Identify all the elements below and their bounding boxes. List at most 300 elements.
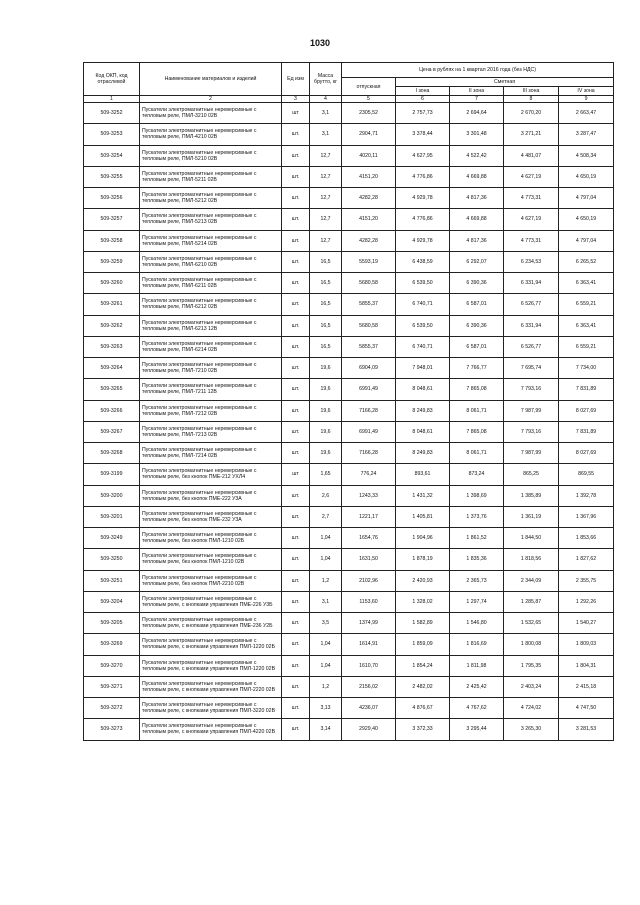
row-mass: 12,7 <box>310 230 342 251</box>
row-zone-1-price: 2 420,93 <box>396 570 450 591</box>
row-code: 509-3258 <box>84 230 140 251</box>
row-zone-4-price: 2 355,75 <box>559 570 614 591</box>
header-release-price: отпускная <box>342 78 396 96</box>
row-zone-2-price: 4 767,62 <box>450 698 504 719</box>
row-code: 509-3271 <box>84 676 140 697</box>
row-zone-1-price: 3 372,33 <box>396 719 450 740</box>
row-code: 509-3200 <box>84 485 140 506</box>
row-zone-4-price: 7 831,89 <box>559 421 614 442</box>
table-body <box>84 103 614 741</box>
row-name: Пускатели электромагнитные нереверсивные с тепловым реле, с кнопками управления ПМЛ-4220 02В <box>140 719 282 740</box>
row-zone-1-price: 1 405,81 <box>396 506 450 527</box>
row-code: 509-3270 <box>84 655 140 676</box>
row-code: 509-3255 <box>84 166 140 187</box>
row-code: 509-3264 <box>84 358 140 379</box>
column-number: 7 <box>450 96 504 103</box>
row-release-price: 1631,50 <box>342 549 396 570</box>
row-zone-1-price: 6 539,50 <box>396 273 450 294</box>
row-zone-4-price: 6 559,21 <box>559 336 614 357</box>
row-mass: 1,04 <box>310 528 342 549</box>
row-name: Пускатели электромагнитные нереверсивные с тепловым реле, с кнопками управления ПМЛ-3220 02В <box>140 698 282 719</box>
row-zone-3-price: 1 285,87 <box>504 591 559 612</box>
row-code: 509-3269 <box>84 634 140 655</box>
row-zone-4-price: 8 027,69 <box>559 443 614 464</box>
table-row <box>84 230 614 251</box>
row-zone-1-price: 1 878,19 <box>396 549 450 570</box>
row-unit: шт. <box>282 698 310 719</box>
row-unit: шт. <box>282 336 310 357</box>
row-name: Пускатели электромагнитные нереверсивные с тепловым реле, ПМЛ-3210 02В <box>140 103 282 124</box>
row-zone-1-price: 1 582,89 <box>396 613 450 634</box>
row-zone-1-price: 4 776,86 <box>396 166 450 187</box>
row-code: 509-3261 <box>84 294 140 315</box>
row-code: 509-3251 <box>84 570 140 591</box>
row-zone-3-price: 865,25 <box>504 464 559 485</box>
row-zone-3-price: 4 481,07 <box>504 145 559 166</box>
row-zone-3-price: 4 773,31 <box>504 230 559 251</box>
row-mass: 1,04 <box>310 634 342 655</box>
header-estimate: Сметная <box>396 78 614 87</box>
row-zone-4-price: 1 853,66 <box>559 528 614 549</box>
row-zone-2-price: 2 694,64 <box>450 103 504 124</box>
table-row <box>84 315 614 336</box>
row-zone-2-price: 3 301,48 <box>450 124 504 145</box>
row-zone-2-price: 2 365,73 <box>450 570 504 591</box>
row-zone-2-price: 1 835,36 <box>450 549 504 570</box>
row-zone-3-price: 2 403,24 <box>504 676 559 697</box>
row-zone-2-price: 1 297,74 <box>450 591 504 612</box>
row-zone-2-price: 6 587,01 <box>450 294 504 315</box>
table-row <box>84 421 614 442</box>
row-release-price: 7166,28 <box>342 443 396 464</box>
row-zone-4-price: 6 559,21 <box>559 294 614 315</box>
table-row <box>84 273 614 294</box>
row-zone-1-price: 1 431,32 <box>396 485 450 506</box>
price-table <box>83 62 614 741</box>
row-code: 509-3254 <box>84 145 140 166</box>
row-mass: 19,6 <box>310 443 342 464</box>
row-mass: 3,1 <box>310 124 342 145</box>
row-mass: 12,7 <box>310 188 342 209</box>
row-zone-3-price: 7 695,74 <box>504 358 559 379</box>
row-code: 509-3266 <box>84 400 140 421</box>
row-release-price: 5680,58 <box>342 273 396 294</box>
table-row <box>84 336 614 357</box>
row-zone-1-price: 8 048,61 <box>396 379 450 400</box>
row-unit: шт. <box>282 613 310 634</box>
row-code: 509-3256 <box>84 188 140 209</box>
row-zone-2-price: 6 390,36 <box>450 315 504 336</box>
row-zone-3-price: 1 385,89 <box>504 485 559 506</box>
row-unit: шт. <box>282 209 310 230</box>
row-mass: 19,6 <box>310 358 342 379</box>
column-number: 9 <box>559 96 614 103</box>
row-zone-1-price: 6 740,71 <box>396 336 450 357</box>
table-row <box>84 549 614 570</box>
row-unit: шт. <box>282 719 310 740</box>
row-release-price: 2904,71 <box>342 124 396 145</box>
row-unit: шт. <box>282 400 310 421</box>
row-code: 509-3265 <box>84 379 140 400</box>
row-code: 509-3272 <box>84 698 140 719</box>
row-zone-4-price: 6 363,41 <box>559 273 614 294</box>
row-zone-3-price: 7 793,16 <box>504 421 559 442</box>
row-zone-3-price: 7 987,99 <box>504 400 559 421</box>
row-name: Пускатели электромагнитные нереверсивные с тепловым реле, ПМЛ-7210 02В <box>140 358 282 379</box>
table-row <box>84 443 614 464</box>
row-name: Пускатели электромагнитные нереверсивные с тепловым реле, ПМЛ-7214 02В <box>140 443 282 464</box>
row-release-price: 5855,37 <box>342 294 396 315</box>
row-unit: шт. <box>282 443 310 464</box>
table-row <box>84 485 614 506</box>
row-code: 509-3267 <box>84 421 140 442</box>
row-zone-4-price: 1 804,31 <box>559 655 614 676</box>
row-mass: 2,6 <box>310 485 342 506</box>
row-release-price: 1221,17 <box>342 506 396 527</box>
table-row <box>84 655 614 676</box>
row-zone-4-price: 4 650,19 <box>559 209 614 230</box>
row-zone-2-price: 1 816,69 <box>450 634 504 655</box>
row-unit: шт. <box>282 634 310 655</box>
row-code: 509-3262 <box>84 315 140 336</box>
row-unit: шт. <box>282 570 310 591</box>
row-name: Пускатели электромагнитные нереверсивные с тепловым реле, без кнопок ПМЕ-222 У3А <box>140 485 282 506</box>
row-zone-2-price: 3 295,44 <box>450 719 504 740</box>
row-release-price: 6904,09 <box>342 358 396 379</box>
row-code: 509-3257 <box>84 209 140 230</box>
row-release-price: 1610,70 <box>342 655 396 676</box>
row-release-price: 2929,40 <box>342 719 396 740</box>
row-name: Пускатели электромагнитные нереверсивные с тепловым реле, ПМЛ-6212 02В <box>140 294 282 315</box>
row-name: Пускатели электромагнитные нереверсивные с тепловым реле, ПМЛ-6210 02В <box>140 251 282 272</box>
row-zone-3-price: 1 532,65 <box>504 613 559 634</box>
row-zone-3-price: 2 344,09 <box>504 570 559 591</box>
row-zone-3-price: 6 331,94 <box>504 315 559 336</box>
row-unit: шт. <box>282 676 310 697</box>
table-row <box>84 103 614 124</box>
row-zone-1-price: 4 627,95 <box>396 145 450 166</box>
row-name: Пускатели электромагнитные нереверсивные с тепловым реле, без кнопок ПМЛ-1210 02В <box>140 549 282 570</box>
header-mass: Масса брутто, кг <box>310 63 342 96</box>
row-release-price: 2102,96 <box>342 570 396 591</box>
table-row <box>84 570 614 591</box>
table-row <box>84 188 614 209</box>
row-zone-3-price: 7 987,99 <box>504 443 559 464</box>
row-zone-1-price: 6 438,59 <box>396 251 450 272</box>
row-name: Пускатели электромагнитные нереверсивные с тепловым реле, ПМЛ-6213 12В <box>140 315 282 336</box>
header-zone-2: II зона <box>450 87 504 96</box>
table-row <box>84 591 614 612</box>
row-zone-2-price: 1 861,52 <box>450 528 504 549</box>
row-zone-4-price: 1 292,26 <box>559 591 614 612</box>
row-zone-2-price: 4 522,42 <box>450 145 504 166</box>
row-name: Пускатели электромагнитные нереверсивные с тепловым реле, ПМЛ-6214 02В <box>140 336 282 357</box>
row-mass: 16,5 <box>310 336 342 357</box>
row-unit: шт. <box>282 251 310 272</box>
row-zone-1-price: 4 929,78 <box>396 188 450 209</box>
row-zone-2-price: 873,24 <box>450 464 504 485</box>
row-zone-2-price: 1 546,80 <box>450 613 504 634</box>
row-zone-1-price: 1 854,24 <box>396 655 450 676</box>
column-number-row <box>84 96 614 103</box>
row-zone-3-price: 1 795,35 <box>504 655 559 676</box>
row-code: 509-3273 <box>84 719 140 740</box>
row-code: 509-3253 <box>84 124 140 145</box>
row-name: Пускатели электромагнитные нереверсивные с тепловым реле, ПМЛ-7213 02В <box>140 421 282 442</box>
row-zone-2-price: 7 766,77 <box>450 358 504 379</box>
row-mass: 3,13 <box>310 698 342 719</box>
table-row <box>84 719 614 740</box>
row-code: 509-3204 <box>84 591 140 612</box>
row-mass: 16,5 <box>310 251 342 272</box>
row-zone-2-price: 4 817,36 <box>450 230 504 251</box>
row-unit: шт <box>282 464 310 485</box>
row-zone-4-price: 8 027,69 <box>559 400 614 421</box>
row-zone-3-price: 1 800,08 <box>504 634 559 655</box>
row-name: Пускатели электромагнитные нереверсивные с тепловым реле, без кнопок ПМЛ-2210 02В <box>140 570 282 591</box>
row-zone-3-price: 1 818,56 <box>504 549 559 570</box>
row-mass: 3,5 <box>310 613 342 634</box>
row-unit: шт. <box>282 549 310 570</box>
row-mass: 3,1 <box>310 591 342 612</box>
row-name: Пускатели электромагнитные нереверсивные с тепловым реле, с кнопками управления ПМЕ-236 У2Б <box>140 613 282 634</box>
row-zone-4-price: 3 281,53 <box>559 719 614 740</box>
row-mass: 1,2 <box>310 570 342 591</box>
row-name: Пускатели электромагнитные нереверсивные с тепловым реле, ПМЛ-5213 02В <box>140 209 282 230</box>
column-number: 5 <box>342 96 396 103</box>
table-row <box>84 379 614 400</box>
row-release-price: 1153,60 <box>342 591 396 612</box>
row-name: Пускатели электромагнитные нереверсивные с тепловым реле, с кнопками управления ПМЕ-226 У3Б <box>140 591 282 612</box>
row-zone-1-price: 6 539,50 <box>396 315 450 336</box>
row-code: 509-3250 <box>84 549 140 570</box>
row-release-price: 1243,33 <box>342 485 396 506</box>
row-unit: шт. <box>282 485 310 506</box>
row-zone-2-price: 2 425,42 <box>450 676 504 697</box>
row-zone-4-price: 6 265,52 <box>559 251 614 272</box>
row-zone-3-price: 6 526,77 <box>504 294 559 315</box>
row-zone-3-price: 1 844,50 <box>504 528 559 549</box>
row-release-price: 776,24 <box>342 464 396 485</box>
column-number: 2 <box>140 96 282 103</box>
row-zone-1-price: 893,61 <box>396 464 450 485</box>
row-zone-4-price: 1 809,03 <box>559 634 614 655</box>
row-zone-4-price: 4 508,34 <box>559 145 614 166</box>
table-row <box>84 209 614 230</box>
row-zone-4-price: 1 540,27 <box>559 613 614 634</box>
row-zone-2-price: 6 292,07 <box>450 251 504 272</box>
row-release-price: 4151,20 <box>342 209 396 230</box>
row-zone-1-price: 1 904,96 <box>396 528 450 549</box>
row-zone-1-price: 1 859,09 <box>396 634 450 655</box>
header-zone-1: I зона <box>396 87 450 96</box>
row-zone-4-price: 4 650,19 <box>559 166 614 187</box>
row-release-price: 2305,52 <box>342 103 396 124</box>
row-release-price: 4020,11 <box>342 145 396 166</box>
table-row <box>84 676 614 697</box>
header-name: Наименование материалов и изделий <box>140 63 282 96</box>
table-row <box>84 400 614 421</box>
row-mass: 19,6 <box>310 421 342 442</box>
row-name: Пускатели электромагнитные нереверсивные с тепловым реле, ПМЛ-7212 02В <box>140 400 282 421</box>
row-name: Пускатели электромагнитные нереверсивные с тепловым реле, с кнопками управления ПМЛ-2220 02В <box>140 676 282 697</box>
row-name: Пускатели электромагнитные нереверсивные с тепловым реле, ПМЛ-5212 02В <box>140 188 282 209</box>
row-zone-4-price: 1 392,78 <box>559 485 614 506</box>
row-zone-2-price: 4 669,88 <box>450 209 504 230</box>
row-name: Пускатели электромагнитные нереверсивные с тепловым реле, без кнопок ПМЕ-232 У3А <box>140 506 282 527</box>
table-row <box>84 251 614 272</box>
row-zone-1-price: 3 378,44 <box>396 124 450 145</box>
row-release-price: 6991,49 <box>342 421 396 442</box>
row-zone-3-price: 4 724,02 <box>504 698 559 719</box>
row-unit: шт. <box>282 421 310 442</box>
row-zone-2-price: 1 398,69 <box>450 485 504 506</box>
row-unit: шт. <box>282 655 310 676</box>
row-zone-4-price: 1 827,62 <box>559 549 614 570</box>
row-zone-3-price: 6 234,53 <box>504 251 559 272</box>
row-zone-3-price: 6 331,94 <box>504 273 559 294</box>
table-row <box>84 145 614 166</box>
row-mass: 16,5 <box>310 315 342 336</box>
row-unit: шт. <box>282 294 310 315</box>
table-row <box>84 464 614 485</box>
row-unit: шт. <box>282 273 310 294</box>
row-zone-1-price: 6 740,71 <box>396 294 450 315</box>
row-mass: 1,65 <box>310 464 342 485</box>
row-unit: шт. <box>282 506 310 527</box>
page-number: 1030 <box>309 38 331 48</box>
row-code: 509-3260 <box>84 273 140 294</box>
row-mass: 12,7 <box>310 145 342 166</box>
row-unit: шт. <box>282 358 310 379</box>
column-number: 3 <box>282 96 310 103</box>
row-release-price: 5593,19 <box>342 251 396 272</box>
row-mass: 19,6 <box>310 379 342 400</box>
row-zone-1-price: 7 948,01 <box>396 358 450 379</box>
row-zone-4-price: 3 287,47 <box>559 124 614 145</box>
row-zone-2-price: 6 390,36 <box>450 273 504 294</box>
row-zone-4-price: 2 415,18 <box>559 676 614 697</box>
table-row <box>84 613 614 634</box>
row-name: Пускатели электромагнитные нереверсивные с тепловым реле, без кнопок ПМЛ-1210 02Б <box>140 528 282 549</box>
row-zone-1-price: 2 482,02 <box>396 676 450 697</box>
table-row <box>84 358 614 379</box>
row-zone-3-price: 2 670,20 <box>504 103 559 124</box>
row-mass: 16,5 <box>310 273 342 294</box>
row-zone-3-price: 4 627,19 <box>504 209 559 230</box>
row-zone-1-price: 4 929,78 <box>396 230 450 251</box>
row-code: 509-3259 <box>84 251 140 272</box>
row-name: Пускатели электромагнитные нереверсивные с тепловым реле, ПМЛ-7211 12В <box>140 379 282 400</box>
row-name: Пускатели электромагнитные нереверсивные с тепловым реле, ПМЛ-5210 02В <box>140 145 282 166</box>
row-zone-4-price: 869,55 <box>559 464 614 485</box>
row-name: Пускатели электромагнитные нереверсивные с тепловым реле, ПМЛ-5211 02В <box>140 166 282 187</box>
row-zone-3-price: 3 271,21 <box>504 124 559 145</box>
header-zone-4: IV зона <box>559 87 614 96</box>
table-row <box>84 294 614 315</box>
row-zone-3-price: 1 361,19 <box>504 506 559 527</box>
header-zone-3: III зона <box>504 87 559 96</box>
row-zone-1-price: 8 048,61 <box>396 421 450 442</box>
row-code: 509-3263 <box>84 336 140 357</box>
row-zone-4-price: 7 734,00 <box>559 358 614 379</box>
row-zone-1-price: 2 757,73 <box>396 103 450 124</box>
row-unit: шт. <box>282 379 310 400</box>
row-mass: 19,6 <box>310 400 342 421</box>
row-zone-1-price: 4 776,86 <box>396 209 450 230</box>
row-code: 509-3268 <box>84 443 140 464</box>
row-zone-2-price: 1 373,76 <box>450 506 504 527</box>
row-code: 509-3201 <box>84 506 140 527</box>
table-row <box>84 506 614 527</box>
row-zone-2-price: 7 865,08 <box>450 379 504 400</box>
row-zone-4-price: 1 367,96 <box>559 506 614 527</box>
row-zone-2-price: 4 669,88 <box>450 166 504 187</box>
row-release-price: 1614,91 <box>342 634 396 655</box>
row-mass: 1,2 <box>310 676 342 697</box>
row-unit: шт. <box>282 528 310 549</box>
row-zone-3-price: 4 773,31 <box>504 188 559 209</box>
table-row <box>84 124 614 145</box>
row-unit: шт. <box>282 124 310 145</box>
row-unit: шт. <box>282 230 310 251</box>
row-zone-2-price: 7 865,08 <box>450 421 504 442</box>
table-row <box>84 528 614 549</box>
row-zone-3-price: 6 526,77 <box>504 336 559 357</box>
row-zone-3-price: 7 793,16 <box>504 379 559 400</box>
column-number: 1 <box>84 96 140 103</box>
table-row <box>84 698 614 719</box>
row-zone-4-price: 4 797,04 <box>559 188 614 209</box>
row-release-price: 7166,28 <box>342 400 396 421</box>
table-row <box>84 634 614 655</box>
row-mass: 1,04 <box>310 655 342 676</box>
row-code: 509-3249 <box>84 528 140 549</box>
column-number: 6 <box>396 96 450 103</box>
row-mass: 2,7 <box>310 506 342 527</box>
row-mass: 1,04 <box>310 549 342 570</box>
row-unit: шт. <box>282 315 310 336</box>
row-name: Пускатели электромагнитные нереверсивные с тепловым реле, с кнопками управления ПМЛ-1220 02В <box>140 655 282 676</box>
row-release-price: 4282,28 <box>342 188 396 209</box>
table-row <box>84 166 614 187</box>
row-code: 509-3199 <box>84 464 140 485</box>
row-zone-1-price: 4 876,67 <box>396 698 450 719</box>
row-release-price: 1654,76 <box>342 528 396 549</box>
row-zone-4-price: 2 663,47 <box>559 103 614 124</box>
column-number: 4 <box>310 96 342 103</box>
row-name: Пускатели электромагнитные нереверсивные с тепловым реле, ПМЛ-6211 02В <box>140 273 282 294</box>
row-zone-2-price: 1 811,98 <box>450 655 504 676</box>
row-name: Пускатели электромагнитные нереверсивные с тепловым реле, ПМЛ-5214 02В <box>140 230 282 251</box>
header-price-group: Цена в рублях на 1 квартал 2016 года (без НДС) <box>342 63 614 78</box>
row-mass: 12,7 <box>310 166 342 187</box>
row-unit: шт. <box>282 188 310 209</box>
column-number: 8 <box>504 96 559 103</box>
row-release-price: 2156,02 <box>342 676 396 697</box>
row-code: 509-3252 <box>84 103 140 124</box>
row-mass: 16,5 <box>310 294 342 315</box>
row-name: Пускатели электромагнитные нереверсивные с тепловым реле, ПМЛ-4210 02В <box>140 124 282 145</box>
row-zone-2-price: 6 587,01 <box>450 336 504 357</box>
row-unit: шт <box>282 103 310 124</box>
row-zone-3-price: 3 265,30 <box>504 719 559 740</box>
row-unit: шт. <box>282 166 310 187</box>
row-zone-3-price: 4 627,19 <box>504 166 559 187</box>
row-zone-4-price: 4 747,50 <box>559 698 614 719</box>
row-zone-4-price: 7 831,89 <box>559 379 614 400</box>
row-unit: шт. <box>282 591 310 612</box>
